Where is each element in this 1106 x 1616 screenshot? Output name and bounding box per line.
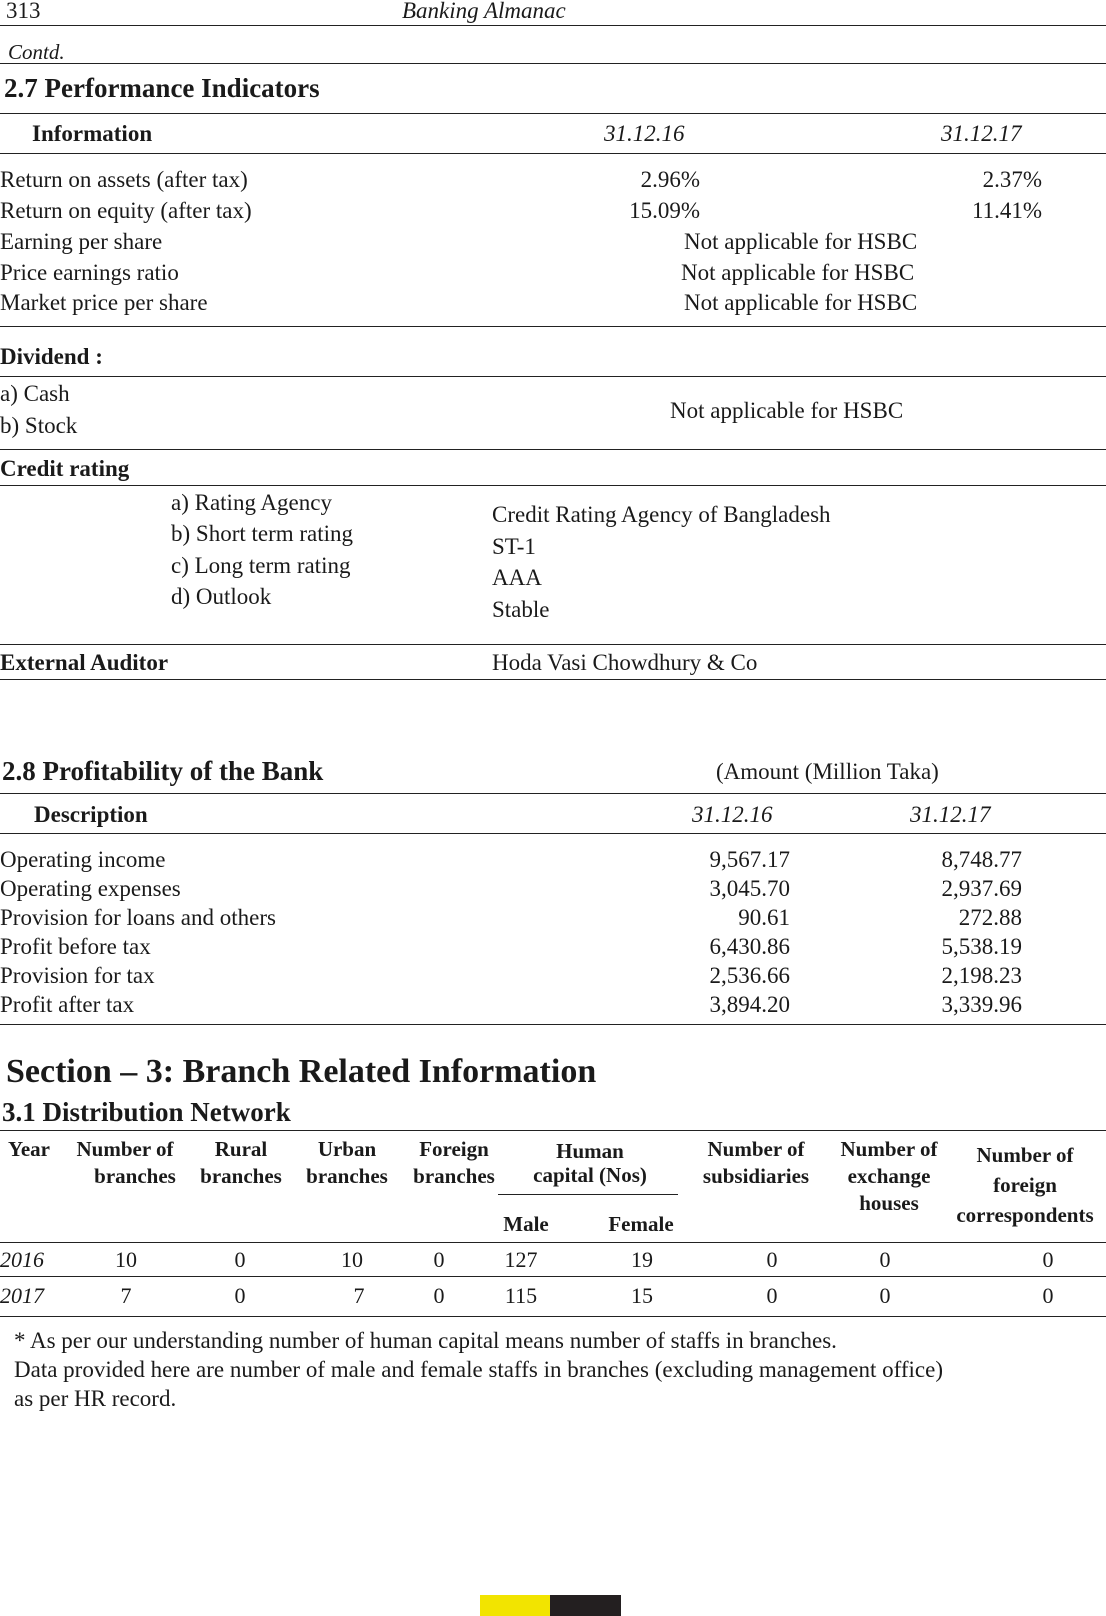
profit-row-label: Profit before tax: [0, 934, 151, 959]
col-foreign-branches: Foreign branches: [413, 1137, 495, 1188]
dist-row-subsidiaries: 0: [766, 1247, 778, 1272]
profit-row-label: Operating expenses: [0, 876, 181, 901]
rule: [0, 679, 1106, 680]
dividend-note: Not applicable for HSBC: [670, 398, 904, 423]
footnote-line: as per HR record.: [14, 1386, 177, 1411]
col-2017: 31.12.17: [910, 802, 991, 827]
perf-row-2017: 2.37%: [982, 167, 1042, 192]
footer-dark-tab: [550, 1595, 621, 1616]
dist-row-male: 115: [504, 1283, 538, 1308]
profit-row-2016: 6,430.86: [709, 934, 790, 959]
col-information: Information: [32, 121, 153, 146]
profitability-unit: (Amount (Million Taka): [716, 759, 939, 784]
col-foreign-correspondents: Number of foreign correspondents: [956, 1143, 1094, 1227]
contd-label: Contd.: [8, 40, 65, 64]
auditor-label: External Auditor: [0, 650, 169, 675]
perf-row-2016: 15.09%: [629, 198, 700, 223]
header-rule: [0, 25, 1106, 26]
section3-heading: Section – 3: Branch Related Information: [6, 1053, 597, 1090]
profitability-heading: 2.8 Profitability of the Bank: [2, 756, 324, 786]
profit-row-2016: 2,536.66: [709, 963, 790, 988]
credit-item-value: ST-1: [492, 534, 536, 559]
credit-item-value: Credit Rating Agency of Bangladesh: [492, 502, 831, 527]
dist-row-rural: 0: [234, 1247, 246, 1272]
rule: [0, 376, 1106, 377]
col-exchange-houses: Number of exchange houses: [840, 1137, 938, 1215]
profit-row-2017: 8,748.77: [941, 847, 1022, 872]
credit-item-label: c) Long term rating: [171, 553, 351, 578]
col-year: Year: [8, 1137, 50, 1161]
rule: [0, 793, 1106, 794]
dist-row-subsidiaries: 0: [766, 1283, 778, 1308]
col-2016: 31.12.16: [604, 121, 685, 146]
credit-item-label: b) Short term rating: [171, 521, 354, 546]
perf-row-label: Earning per share: [0, 229, 163, 254]
dist-row-correspondents: 0: [1042, 1283, 1054, 1308]
credit-item-value: AAA: [492, 565, 542, 590]
rule: [0, 1316, 1106, 1317]
dist-row-foreign: 0: [433, 1247, 445, 1272]
col-2016: 31.12.16: [692, 802, 773, 827]
credit-item-label: a) Rating Agency: [171, 490, 332, 515]
footnote-line: Data provided here are number of male and female staffs in branches (excluding management office): [14, 1357, 943, 1382]
dist-row-exchange: 0: [879, 1247, 891, 1272]
profit-row-label: Provision for tax: [0, 963, 155, 988]
perf-row-note: Not applicable for HSBC: [684, 290, 918, 315]
perf-row-label: Return on assets (after tax): [0, 167, 248, 192]
dist-row-male: 127: [504, 1247, 538, 1272]
col-rural-branches: Rural branches: [200, 1137, 282, 1188]
rule: [0, 1024, 1106, 1025]
rule: [0, 113, 1106, 114]
profit-row-label: Provision for loans and others: [0, 905, 276, 930]
profit-row-2016: 3,894.20: [709, 992, 790, 1017]
profit-row-2016: 9,567.17: [709, 847, 790, 872]
dist-row-branches: 7: [120, 1283, 132, 1308]
perf-row-label: Market price per share: [0, 290, 208, 315]
rule: [0, 644, 1106, 645]
rule: [0, 326, 1106, 327]
dist-row-rural: 0: [234, 1283, 246, 1308]
col-female: Female: [608, 1212, 674, 1236]
profit-row-2017: 5,538.19: [941, 934, 1022, 959]
credit-item-value: Stable: [492, 597, 550, 622]
profit-row-label: Profit after tax: [0, 992, 135, 1017]
col-urban-branches: Urban branches: [306, 1137, 388, 1188]
perf-row-note: Not applicable for HSBC: [684, 229, 918, 254]
profit-row-2017: 2,937.69: [941, 876, 1022, 901]
dist-row-urban: 10: [341, 1247, 363, 1272]
rule: [0, 485, 1106, 486]
dist-row-exchange: 0: [879, 1283, 891, 1308]
dist-row-year: 2017: [0, 1283, 44, 1308]
perf-row-note: Not applicable for HSBC: [681, 260, 915, 285]
performance-heading: 2.7 Performance Indicators: [4, 73, 320, 103]
profit-row-2016: 3,045.70: [709, 876, 790, 901]
dist-row-female: 19: [631, 1247, 653, 1272]
perf-row-2017: 11.41%: [971, 198, 1042, 223]
dist-row-branches: 10: [115, 1247, 137, 1272]
credit-item-label: d) Outlook: [171, 584, 272, 609]
dividend-cash: a) Cash: [0, 381, 70, 406]
dividend-label: Dividend :: [0, 344, 103, 369]
rule: [0, 449, 1106, 450]
dist-row-foreign: 0: [433, 1283, 445, 1308]
col-male: Male: [503, 1212, 549, 1236]
profit-row-label: Operating income: [0, 847, 166, 872]
perf-row-2016: 2.96%: [640, 167, 700, 192]
profit-row-2016: 90.61: [738, 905, 790, 930]
dist-row-correspondents: 0: [1042, 1247, 1054, 1272]
page-number: 313: [6, 0, 41, 23]
col-number-of-branches: Number of branches: [76, 1137, 176, 1188]
col-subsidiaries: Number of subsidiaries: [702, 1137, 810, 1188]
row-rule: [0, 1276, 1106, 1277]
dividend-stock: b) Stock: [0, 413, 78, 438]
col-description: Description: [34, 802, 148, 827]
auditor-value: Hoda Vasi Chowdhury & Co: [492, 650, 758, 675]
rule: [0, 63, 1106, 64]
perf-row-label: Return on equity (after tax): [0, 198, 252, 223]
rule: [0, 1242, 1106, 1243]
dist-row-female: 15: [631, 1283, 653, 1308]
dist-row-urban: 7: [353, 1283, 365, 1308]
footer-yellow-tab: [480, 1595, 550, 1616]
rule: [0, 833, 1106, 834]
running-title: Banking Almanac: [402, 0, 566, 23]
credit-label: Credit rating: [0, 456, 130, 481]
human-capital-rule: [498, 1194, 678, 1195]
profit-row-2017: 2,198.23: [941, 963, 1022, 988]
profit-row-2017: 272.88: [958, 905, 1022, 930]
footnote-line: * As per our understanding number of human capital means number of staffs in branches.: [14, 1328, 837, 1353]
perf-row-label: Price earnings ratio: [0, 260, 179, 285]
profit-row-2017: 3,339.96: [941, 992, 1022, 1017]
rule: [0, 153, 1106, 154]
col-human-capital: Human capital (Nos): [533, 1139, 647, 1187]
section3-subheading: 3.1 Distribution Network: [2, 1097, 291, 1127]
rule: [0, 1130, 1106, 1131]
dist-row-year: 2016: [0, 1247, 44, 1272]
col-2017: 31.12.17: [941, 121, 1022, 146]
